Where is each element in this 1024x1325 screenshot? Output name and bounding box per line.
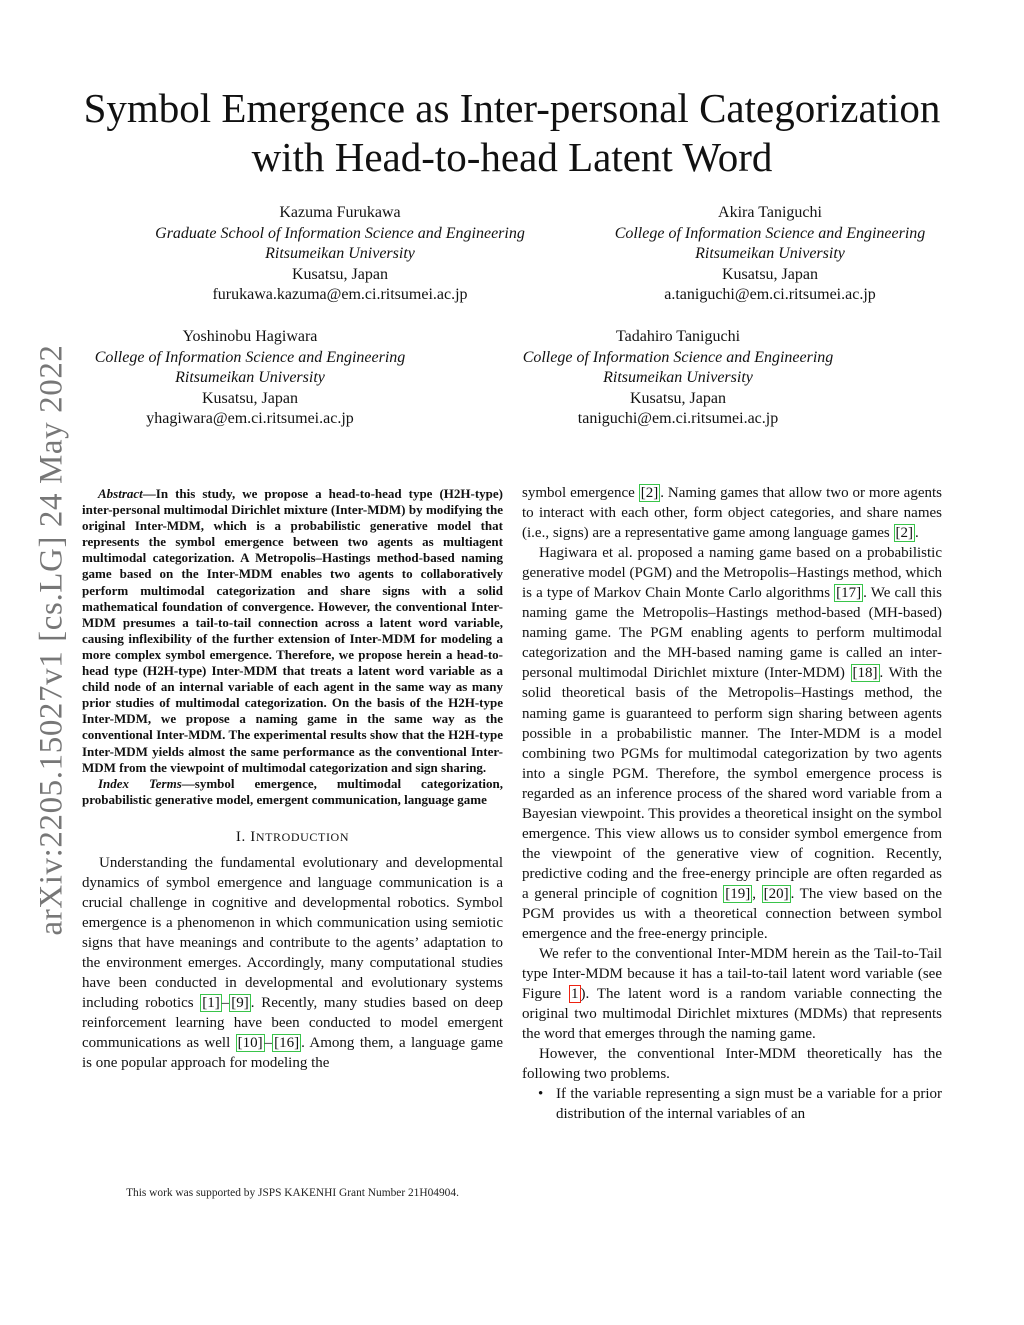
- citation-link[interactable]: [2]: [895, 525, 914, 542]
- author-university: Ritsumeikan University: [603, 369, 753, 387]
- author-block-4: [438, 327, 918, 430]
- author-affiliation: College of Information Science and Engineering: [522, 348, 834, 366]
- range-dash: –: [221, 995, 230, 1012]
- author-email: taniguchi@em.ci.ritsumei.ac.jp: [577, 410, 779, 428]
- intro-paragraph-1: [82, 853, 503, 1074]
- author-location: Kusatsu, Japan: [292, 265, 388, 283]
- footnote: This work was supported by JSPS KAKENHI Grant Number 21H04904.: [126, 1187, 459, 1199]
- section-number: I.: [235, 828, 246, 845]
- author-university: Ritsumeikan University: [695, 245, 845, 263]
- citation-link[interactable]: [1]: [202, 995, 220, 1012]
- abstract-text: —In this study, we propose a head-to-head type (H2H-type) inter-personal multimodal Dirichlet mixture (Inter-MDM) by modifying the original Inter-MDM, which is a probabilistic generative model that represents the symbol emergence between two agents as multiagent multimodal categorization. A Metropolis–Hastings method-based naming game based on the Inter-MDM enables two agents to collaboratively perform multimodal categorization and share signs with a solid mathematical foundation of convergence. However, the conventional Inter-MDM presumes a tail-to-tail connection across a latent word variable, causing inflexibility of the further extension of Inter-MDM for modeling a more complex symbol emergence. Therefore, we propose herein a head-to-head type (H2H-type) Inter-MDM that treats a latent word variable as a child node of an internal variable of each agent in the same way as many prior studies of multimodal categorization. On the basis of the H2H-type Inter-MDM, we propose a naming game in the same way as the conventional Inter-MDM. The experimental results show that the H2H-type Inter-MDM yields almost the same performance as the conventional Inter-MDM from the viewpoint of multimodal categorization and sign sharing.: [82, 486, 503, 775]
- abstract: [82, 486, 503, 776]
- index-terms: [82, 776, 503, 808]
- citation-link[interactable]: [20]: [763, 885, 789, 902]
- author-block-1: [100, 203, 580, 306]
- intro-text-part: . Among them, a language game is one popular approach for modeling the: [82, 1035, 503, 1072]
- right-paragraph-2: [522, 543, 942, 944]
- left-column: [82, 486, 503, 1073]
- author-university: Ritsumeikan University: [265, 245, 415, 263]
- index-terms-label: Index Terms: [98, 775, 182, 791]
- abstract-label: Abstract: [98, 486, 143, 501]
- author-location: Kusatsu, Japan: [630, 389, 726, 407]
- body-text-part: .: [915, 525, 919, 542]
- author-affiliation: College of Information Science and Engineering: [94, 348, 406, 366]
- bullet-text: If the variable representing a sign must be a variable for a prior distribution of the internal variables of an: [556, 1086, 942, 1123]
- citation-link[interactable]: [19]: [725, 885, 751, 902]
- intro-text-part: Understanding the fundamental evolutionary and developmental dynamics of symbol emergence and language communication is a crucial challenge in cognitive and developmental robotics. Symbol emergence is a phenomenon in which communication using semiotic signs that have meanings and contribute to the agents’ adaptation to the environment emerges. Accordingly, many computational studies have been conducted in developmental and evolutionary systems including robotics: [82, 854, 503, 1012]
- author-name: Kazuma Furukawa: [279, 204, 401, 221]
- body-text-part: We refer to the conventional Inter-MDM herein as the Tail-to-Tail type Inter-MDM because it has a tail-to-tail latent word variable (see Figure: [522, 946, 942, 1003]
- citation-link[interactable]: [18]: [852, 665, 878, 682]
- body-text-part: . We call this naming game the Metropolis–Hastings method-based (MH-based) naming game. The PGM enabling agents to perform multimodal categorization and the MH-based naming game is called an inter-personal multimodal Dirichlet mixture (Inter-MDM): [522, 585, 942, 682]
- intro-text-part: . Recently, many studies based on deep reinforcement learning have been conducted to model emergent communications as well: [82, 995, 503, 1052]
- bullet-marker: •: [538, 1086, 544, 1103]
- author-location: Kusatsu, Japan: [202, 389, 298, 407]
- right-paragraph-1: [522, 483, 942, 543]
- body-text-part: . Naming games that allow two or more agents to interact with each other, form object categories, and share names (i.e., signs) are a representative game among language games: [522, 485, 942, 542]
- right-paragraph-3: [522, 944, 942, 1044]
- section-initial: I: [250, 828, 256, 845]
- author-email: yhagiwara@em.ci.ritsumei.ac.jp: [146, 410, 354, 428]
- citation-link[interactable]: [2]: [640, 485, 659, 501]
- title-line-1: Symbol Emergence as Inter-personal Categorization: [83, 85, 941, 131]
- author-location: Kusatsu, Japan: [722, 265, 818, 283]
- author-block-3: [10, 327, 490, 430]
- author-name: Akira Taniguchi: [718, 204, 822, 221]
- citation-link[interactable]: [10]: [237, 1035, 263, 1052]
- body-text-part: symbol emergence: [522, 485, 639, 501]
- author-block-2: [530, 203, 1010, 306]
- right-column: [522, 483, 942, 1125]
- figure-link[interactable]: 1: [571, 986, 579, 1003]
- citation-link[interactable]: [9]: [231, 995, 249, 1012]
- paper-title: [60, 84, 964, 182]
- bullet-item-1: [522, 1084, 942, 1124]
- author-name: Yoshinobu Hagiwara: [182, 328, 318, 345]
- author-email: a.taniguchi@em.ci.ritsumei.ac.jp: [664, 286, 876, 304]
- section-title-rest: NTRODUCTION: [255, 829, 350, 844]
- author-university: Ritsumeikan University: [175, 369, 325, 387]
- author-affiliation: College of Information Science and Engineering: [614, 224, 926, 242]
- citation-separator: ,: [752, 885, 762, 902]
- author-name: Tadahiro Taniguchi: [615, 328, 741, 345]
- author-email: furukawa.kazuma@em.ci.ritsumei.ac.jp: [212, 286, 468, 304]
- body-text-part: . With the solid theoretical basis of the Metropolis–Hastings method, the naming game is guaranteed to perform sign sharing between agents possible in a probabilistic manner. The Inter-MDM is a model combining two PGMs for multimodal categorization by two agents into a single PGM. Therefore, the symbol emergence process is regarded as an inference process of the shared word variable from a Bayesian viewpoint. This provides a theoretical insight on the symbol emergence. This view allows us to consider symbol emergence from the viewpoint of the generative view of cognition. Recently, predictive coding and the free-energy principle are often regarded as a general principle of cognition: [522, 665, 942, 902]
- body-text-part: Hagiwara et al. proposed a naming game based on a probabilistic generative model (PGM) and the Metropolis–Hastings method, which is a type of Markov Chain Monte Carlo algorithms: [522, 545, 942, 602]
- right-paragraph-4: However, the conventional Inter-MDM theoretically has the following two problems.: [522, 1046, 942, 1083]
- range-dash: –: [264, 1035, 273, 1052]
- title-line-2: with Head-to-head Latent Word: [251, 134, 773, 180]
- arxiv-stamp-text: arXiv:2205.15027v1 [cs.LG] 24 May 2022: [33, 344, 70, 936]
- body-text-part: . The view based on the PGM provides us with a theoretical connection between symbol emergence and the free-energy principle.: [522, 885, 943, 943]
- section-heading-introduction: [82, 829, 503, 846]
- citation-link[interactable]: [16]: [274, 1035, 300, 1052]
- index-terms-text: —symbol emergence, multimodal categorization, probabilistic generative model, emergent communication, language game: [82, 775, 503, 807]
- body-text-part: ). The latent word is a random variable connecting the original two multimodal Dirichlet mixtures (MDMs) that represents the word that emerges through the naming game.: [522, 986, 942, 1043]
- citation-link[interactable]: [17]: [836, 585, 862, 602]
- author-affiliation: Graduate School of Information Science and Engineering: [155, 224, 525, 242]
